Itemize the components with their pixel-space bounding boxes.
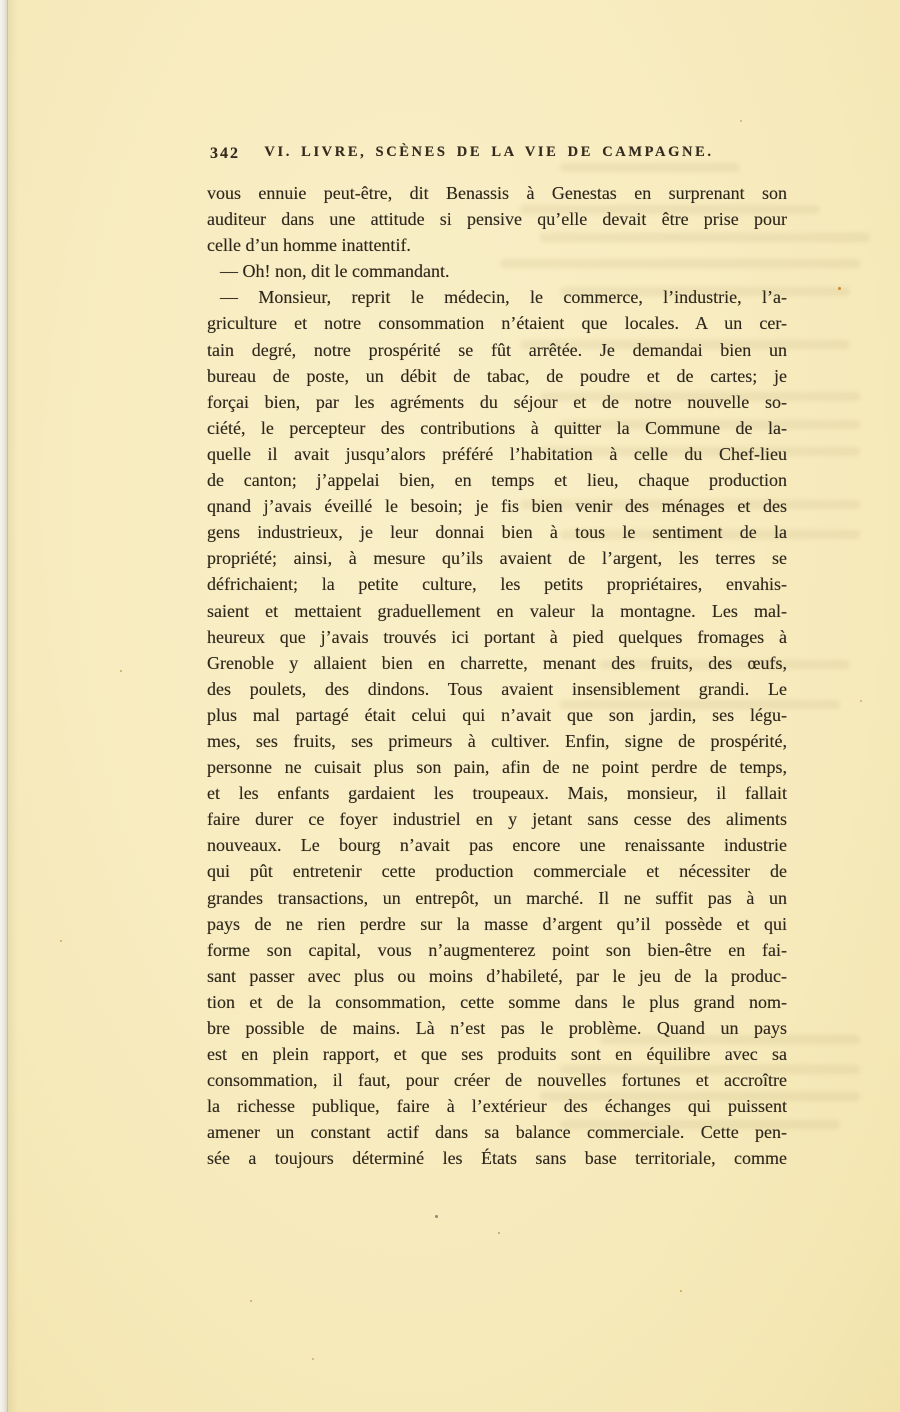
text-line: propriété; ainsi, à mesure qu’ils avaient de l’argent, les terres se [207,548,787,569]
page-edge [0,0,8,1412]
text-line: Grenoble y allaient bien en charrette, menant des fruits, des œufs, [207,652,787,673]
text-line: consommation, il faut, pour créer de nouvelles fortunes et accroître [207,1070,787,1091]
text-line: forçai bien, par les agréments du séjour et de notre nouvelle so- [207,391,787,412]
running-header [207,144,787,166]
text-line: personne ne cuisait plus son pain, afin de ne point perdre de temps, [207,757,787,778]
text-line: est en plein rapport, et que ses produits sont en équilibre avec sa [207,1044,787,1065]
text-line: qnand j’avais éveillé le besoin; je fis bien venir des ménages et des [207,496,787,517]
text-line: quelle il avait jusqu’alors préféré l’habitation à celle du Chef-lieu [207,443,787,464]
text-line: sée a toujours déterminé les États sans base territoriale, comme [207,1148,787,1169]
paper-speckle [838,287,841,290]
text-line: — Oh! non, dit le commandant. [220,261,450,282]
text-line: nouveaux. Le bourg n’avait pas encore une renaissante industrie [207,835,787,856]
text-line: faire durer ce foyer industriel en y jetant sans cesse des aliments [207,809,787,830]
text-line: gens industrieux, je leur donnai bien à tous le sentiment de la [207,522,787,543]
text-line: de canton; j’appelai bien, en temps et lieu, chaque production [207,470,787,491]
paper-speckle [435,1215,438,1218]
text-line: mes, ses fruits, ses primeurs à cultiver. Enfin, signe de prospérité, [207,730,787,751]
paper-speckle [60,940,62,942]
text-line: tain degré, notre prospérité se fût arrêtée. Je demandai bien un [207,339,787,360]
text-line: griculture et notre consommation n’étaient que locales. A un cer- [207,313,787,334]
paper-speckle [250,1300,252,1302]
page-number: 342 [210,145,240,162]
text-line: forme son capital, vous n’augmenterez point son bien-être en fai- [207,939,787,960]
text-line: auditeur dans une attitude si pensive qu’elle devait être prise pour [207,209,787,230]
text-line: heureux que j’avais trouvés ici portant à pied quelques fromages à [207,626,787,647]
text-line: vous ennuie peut-être, dit Benassis à Genestas en surprenant son [207,183,787,203]
text-line: qui pût entretenir cette production commerciale et nécessiter de [207,861,787,882]
paper-speckle [120,670,122,672]
text-line: plus mal partagé était celui qui n’avait que son jardin, ses légu- [207,704,787,725]
running-title: VI. LIVRE, SCÈNES DE LA VIE DE CAMPAGNE. [264,144,714,160]
text-line: amener un constant actif dans sa balance commerciale. Cette pen- [207,1122,787,1143]
text-line: grandes transactions, un entrepôt, un marché. Il ne suffit pas à un [207,887,787,908]
text-line: la richesse publique, faire à l’extérieur des échanges qui puissent [207,1096,787,1117]
text-line: sant passer avec plus ou moins d’habileté, par le jeu de la produc- [207,965,787,986]
text-block [207,180,787,1172]
text-line: — Monsieur, reprit le médecin, le commerce, l’industrie, l’a- [220,287,787,308]
paper-speckle [860,700,862,702]
paper-speckle [740,120,742,122]
paper-speckle [312,1358,314,1360]
text-line: bre possible de mains. Là n’est pas le problème. Quand un pays [207,1018,787,1038]
text-line: pays de ne rien perdre sur la masse d’argent qu’il possède et qui [207,913,787,934]
text-line: et les enfants gardaient les troupeaux. Mais, monsieur, il fallait [207,783,787,804]
text-line: saient et mettaient graduellement en valeur la montagne. Les mal- [207,600,787,621]
text-line: celle d’un homme inattentif. [207,235,411,256]
paper-speckle [498,1232,500,1234]
text-line: défrichaient; la petite culture, les petits propriétaires, envahis- [207,574,787,595]
page-edge-shadow [8,0,18,1412]
paper-speckle [680,1290,682,1292]
text-line: bureau de poste, un débit de tabac, de poudre et de cartes; je [207,365,787,386]
text-line: ciété, le percepteur des contributions à quitter la Commune de la- [207,417,787,438]
text-line: tion et de la consommation, cette somme dans le plus grand nom- [207,991,787,1012]
text-line: des poulets, des dindons. Tous avaient insensiblement grandi. Le [207,678,787,699]
